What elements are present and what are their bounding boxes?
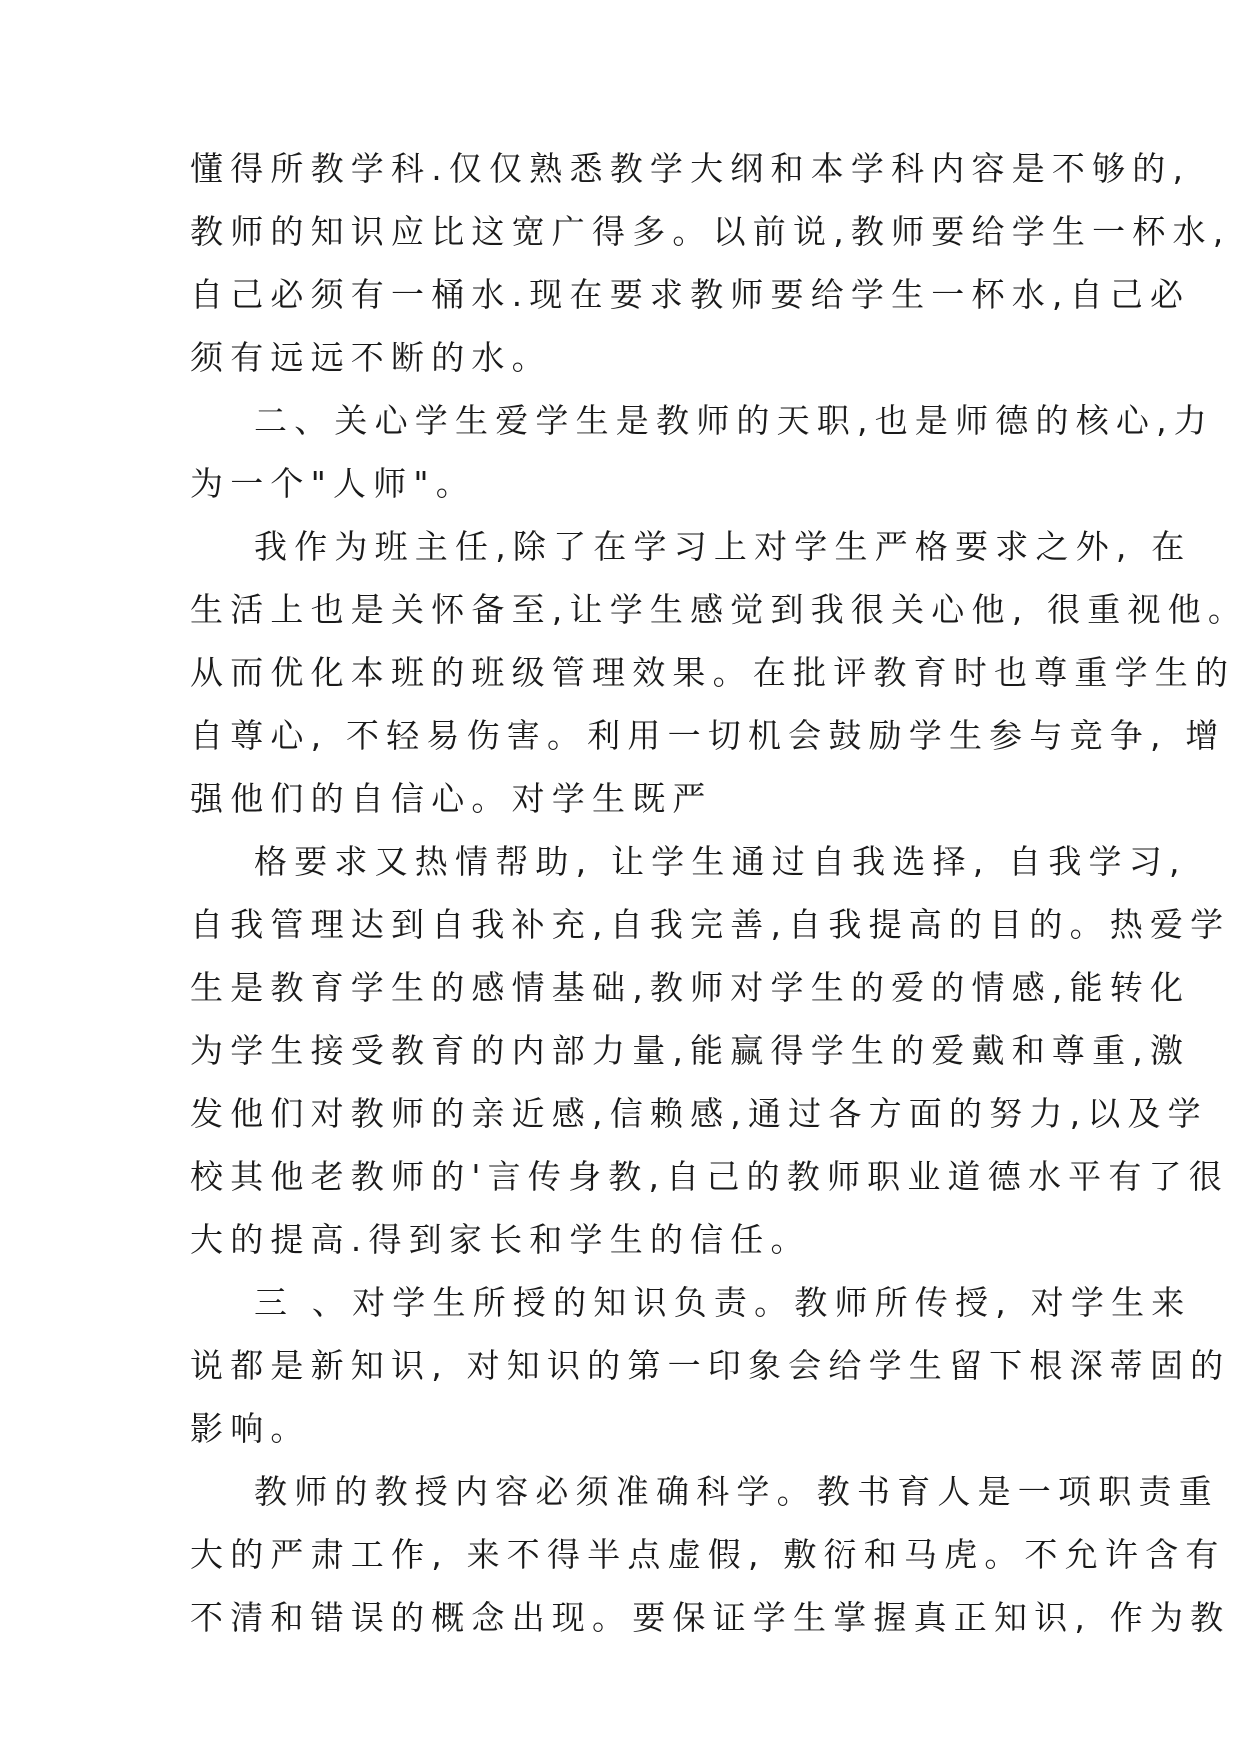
text-line: 强他们的自信心。对学生既严 [190,779,713,818]
text-line: 自尊心, 不轻易伤害。利用一切机会鼓励学生参与竞争, 增 [190,716,1226,755]
text-line: 为一个"人师"。 [190,464,476,503]
text-line: 发他们对教师的亲近感,信赖感,通过各方面的努力,以及学 [190,1094,1208,1133]
text-line: 二、关心学生爱学生是教师的天职,也是师德的核心,力 [254,401,1214,440]
text-line: 大的提高.得到家长和学生的信任。 [190,1220,811,1259]
text-line: 须有远远不断的水。 [190,338,552,377]
text-line: 说都是新知识, 对知识的第一印象会给学生留下根深蒂固的 [190,1346,1231,1385]
text-line: 教师的知识应比这宽广得多。以前说,教师要给学生一杯水, [190,212,1231,251]
text-line: 不清和错误的概念出现。要保证学生掌握真正知识, 作为教 [190,1598,1231,1637]
text-line: 我作为班主任,除了在学习上对学生严格要求之外, 在 [254,527,1192,566]
text-line: 格要求又热情帮助, 让学生通过自我选择, 自我学习, [254,842,1187,881]
text-line: 大的严肃工作, 来不得半点虚假, 敷衍和马虎。不允许含有 [190,1535,1226,1574]
text-line: 教师的教授内容必须准确科学。教书育人是一项职责重 [254,1472,1219,1511]
text-line: 生是教育学生的感情基础,教师对学生的爱的情感,能转化 [190,968,1191,1007]
text-line: 校其他老教师的'言传身教,自己的教师职业道德水平有了很 [190,1157,1229,1196]
text-line: 自我管理达到自我补充,自我完善,自我提高的目的。热爱学 [190,905,1231,944]
text-line: 懂得所教学科.仅仅熟悉教学大纲和本学科内容是不够的, [190,149,1191,188]
text-line: 生活上也是关怀备至,让学生感觉到我很关心他, 很重视他。 [190,590,1248,629]
text-line: 为学生接受教育的内部力量,能赢得学生的爱戴和尊重,激 [190,1031,1191,1070]
text-line: 从而优化本班的班级管理效果。在批评教育时也尊重学生的 [190,653,1236,692]
text-line: 影响。 [190,1409,311,1448]
text-line: 三 、对学生所授的知识负责。教师所传授, 对学生来 [254,1283,1192,1322]
text-line: 自己必须有一桶水.现在要求教师要给学生一杯水,自己必 [190,275,1191,314]
